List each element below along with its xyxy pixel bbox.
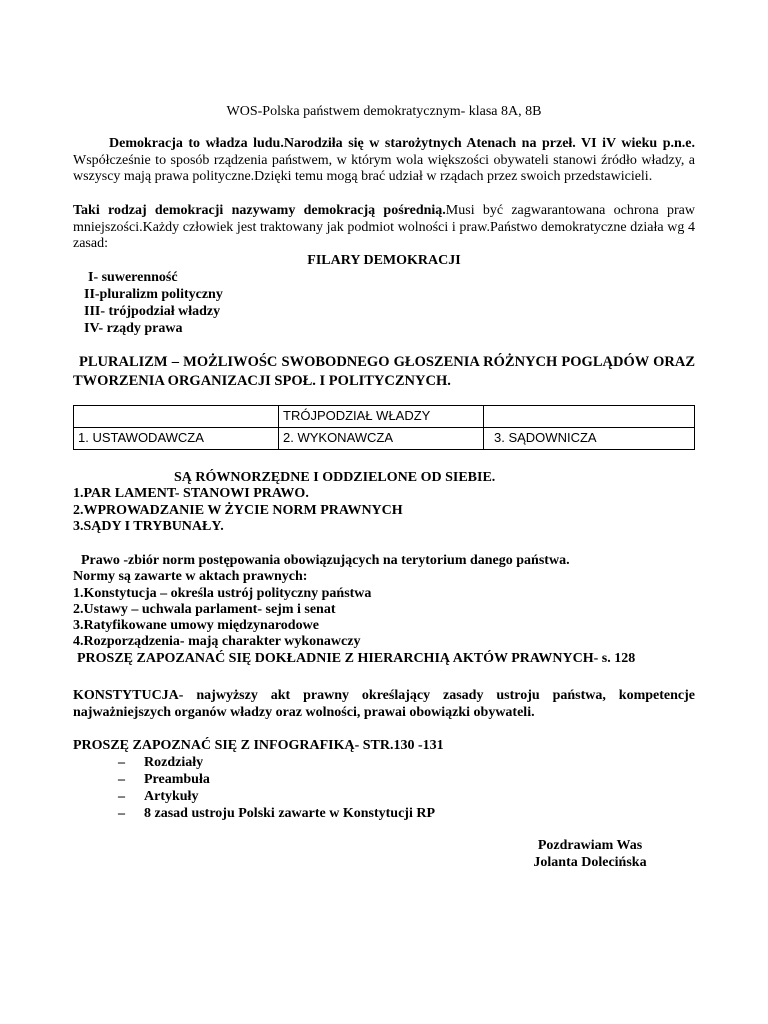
intro-bold-lead: Demokracja to władza ludu.Narodziła się w starożytnych Atenach na przeł. VI iV wieku p.n.e. (109, 136, 695, 151)
dash-bullet: – (118, 806, 125, 821)
act-item: 3.Ratyfikowane umowy międzynarodowe (73, 618, 319, 634)
pillar-item: II-pluralizm polityczny (84, 287, 223, 302)
pillar-item: IV- rządy prawa (84, 321, 183, 336)
representative-text: Musi być zagwarantowana ochrona praw mniejszości.Każdy człowiek jest traktowany jak podmiot wolności i praw.Państwo demokratyczne działa wg 4 zasad: (73, 203, 695, 252)
table-header-cell (484, 406, 695, 428)
infographic-note: PROSZĘ ZAPOZNAĆ SIĘ Z INFOGRAFIKĄ- STR.130 -131 (73, 738, 444, 753)
representative-paragraph (73, 203, 695, 270)
constitution-text: najwyższy akt prawny określający zasady ustroju państwa, kompetencje najważniejszych organów władzy oraz wolności, prawai obowiązki obywateli. (73, 688, 695, 720)
pillars-list (84, 270, 223, 338)
dash-bullet: – (118, 772, 125, 787)
pluralism-definition: PLURALIZM – MOŻLIWOŚC SWOBODNEGO GŁOSZENIA RÓŻNYCH POGLĄDÓW ORAZ TWORZENIA ORGANIZACJI SPOŁ. I POLITYCZNYCH. (73, 354, 695, 389)
document-title: WOS-Polska państwem demokratycznym- klasa 8A, 8B (226, 104, 542, 119)
law-definition: Prawo -zbiór norm postępowania obowiązujących na terytorium danego państwa. (81, 553, 570, 568)
intro-text: Współcześnie to sposób rządzenia państwem, w którym wola większości obywateli stanowi źródło władzy, a wszyscy mają prawa polityczne.Dzięki temu mogą brać udział w rządach przez swoich przedstawicieli. (73, 152, 695, 185)
act-item: 4.Rozporządzenia- mają charakter wykonawczy (73, 634, 361, 650)
list-item-label: Preambuła (144, 772, 210, 787)
list-item (73, 772, 444, 789)
powers-section (73, 470, 495, 535)
table-header-cell (74, 406, 279, 428)
signature (520, 838, 660, 872)
signature-name: Jolanta Dolecińska (533, 855, 647, 870)
table-row (74, 428, 695, 450)
table-header-cell: TRÓJPODZIAŁ WŁADZY (279, 406, 484, 428)
power-item: 1.PAR LAMENT- STANOWI PRAWO. (73, 486, 309, 502)
constitution-paragraph (73, 688, 695, 721)
pillars-heading: FILARY DEMOKRACJI (307, 253, 461, 269)
table-cell: 1. USTAWODAWCZA (74, 428, 279, 450)
list-item-label: 8 zasad ustroju Polski zawarte w Konstytucji RP (144, 806, 436, 821)
act-item: 1.Konstytucja – określa ustrój polityczny państwa (73, 585, 372, 601)
intro-paragraph (73, 136, 695, 186)
constitution-bold-lead: KONSTYTUCJA- (73, 688, 184, 703)
law-section (73, 553, 635, 667)
power-item: 3.SĄDY I TRYBUNAŁY. (73, 518, 224, 534)
equal-heading: SĄ RÓWNORZĘDNE I ODDZIELONE OD SIEBIE. (174, 470, 496, 485)
act-item: 2.Ustawy – uchwala parlament- sejm i senat (73, 601, 336, 617)
pillar-item: III- trójpodział władzy (84, 304, 221, 319)
signature-greeting: Pozdrawiam Was (537, 838, 643, 853)
table-cell: 3. SĄDOWNICZA (484, 428, 695, 450)
table-cell: 2. WYKONAWCZA (279, 428, 484, 450)
norms-intro: Normy są zawarte w aktach prawnych: (73, 569, 308, 585)
infographic-section (73, 738, 444, 823)
list-item (73, 806, 444, 823)
dash-bullet: – (118, 755, 125, 770)
representative-bold-lead: Taki rodzaj demokracji nazywamy demokracją pośrednią. (73, 203, 446, 218)
list-item (73, 789, 444, 806)
table-header-row (74, 406, 695, 428)
list-item-label: Rozdziały (144, 755, 204, 770)
pillar-item: I- suwerenność (88, 270, 178, 285)
dash-bullet: – (118, 789, 125, 804)
list-item (73, 755, 444, 772)
separation-of-powers-table (73, 405, 695, 450)
power-item: 2.WPROWADZANIE W ŻYCIE NORM PRAWNYCH (73, 502, 403, 518)
hierarchy-note: PROSZĘ ZAPOZANAĆ SIĘ DOKŁADNIE Z HIERARCHIĄ AKTÓW PRAWNYCH- s. 128 (77, 650, 636, 666)
list-item-label: Artykuły (144, 789, 199, 804)
